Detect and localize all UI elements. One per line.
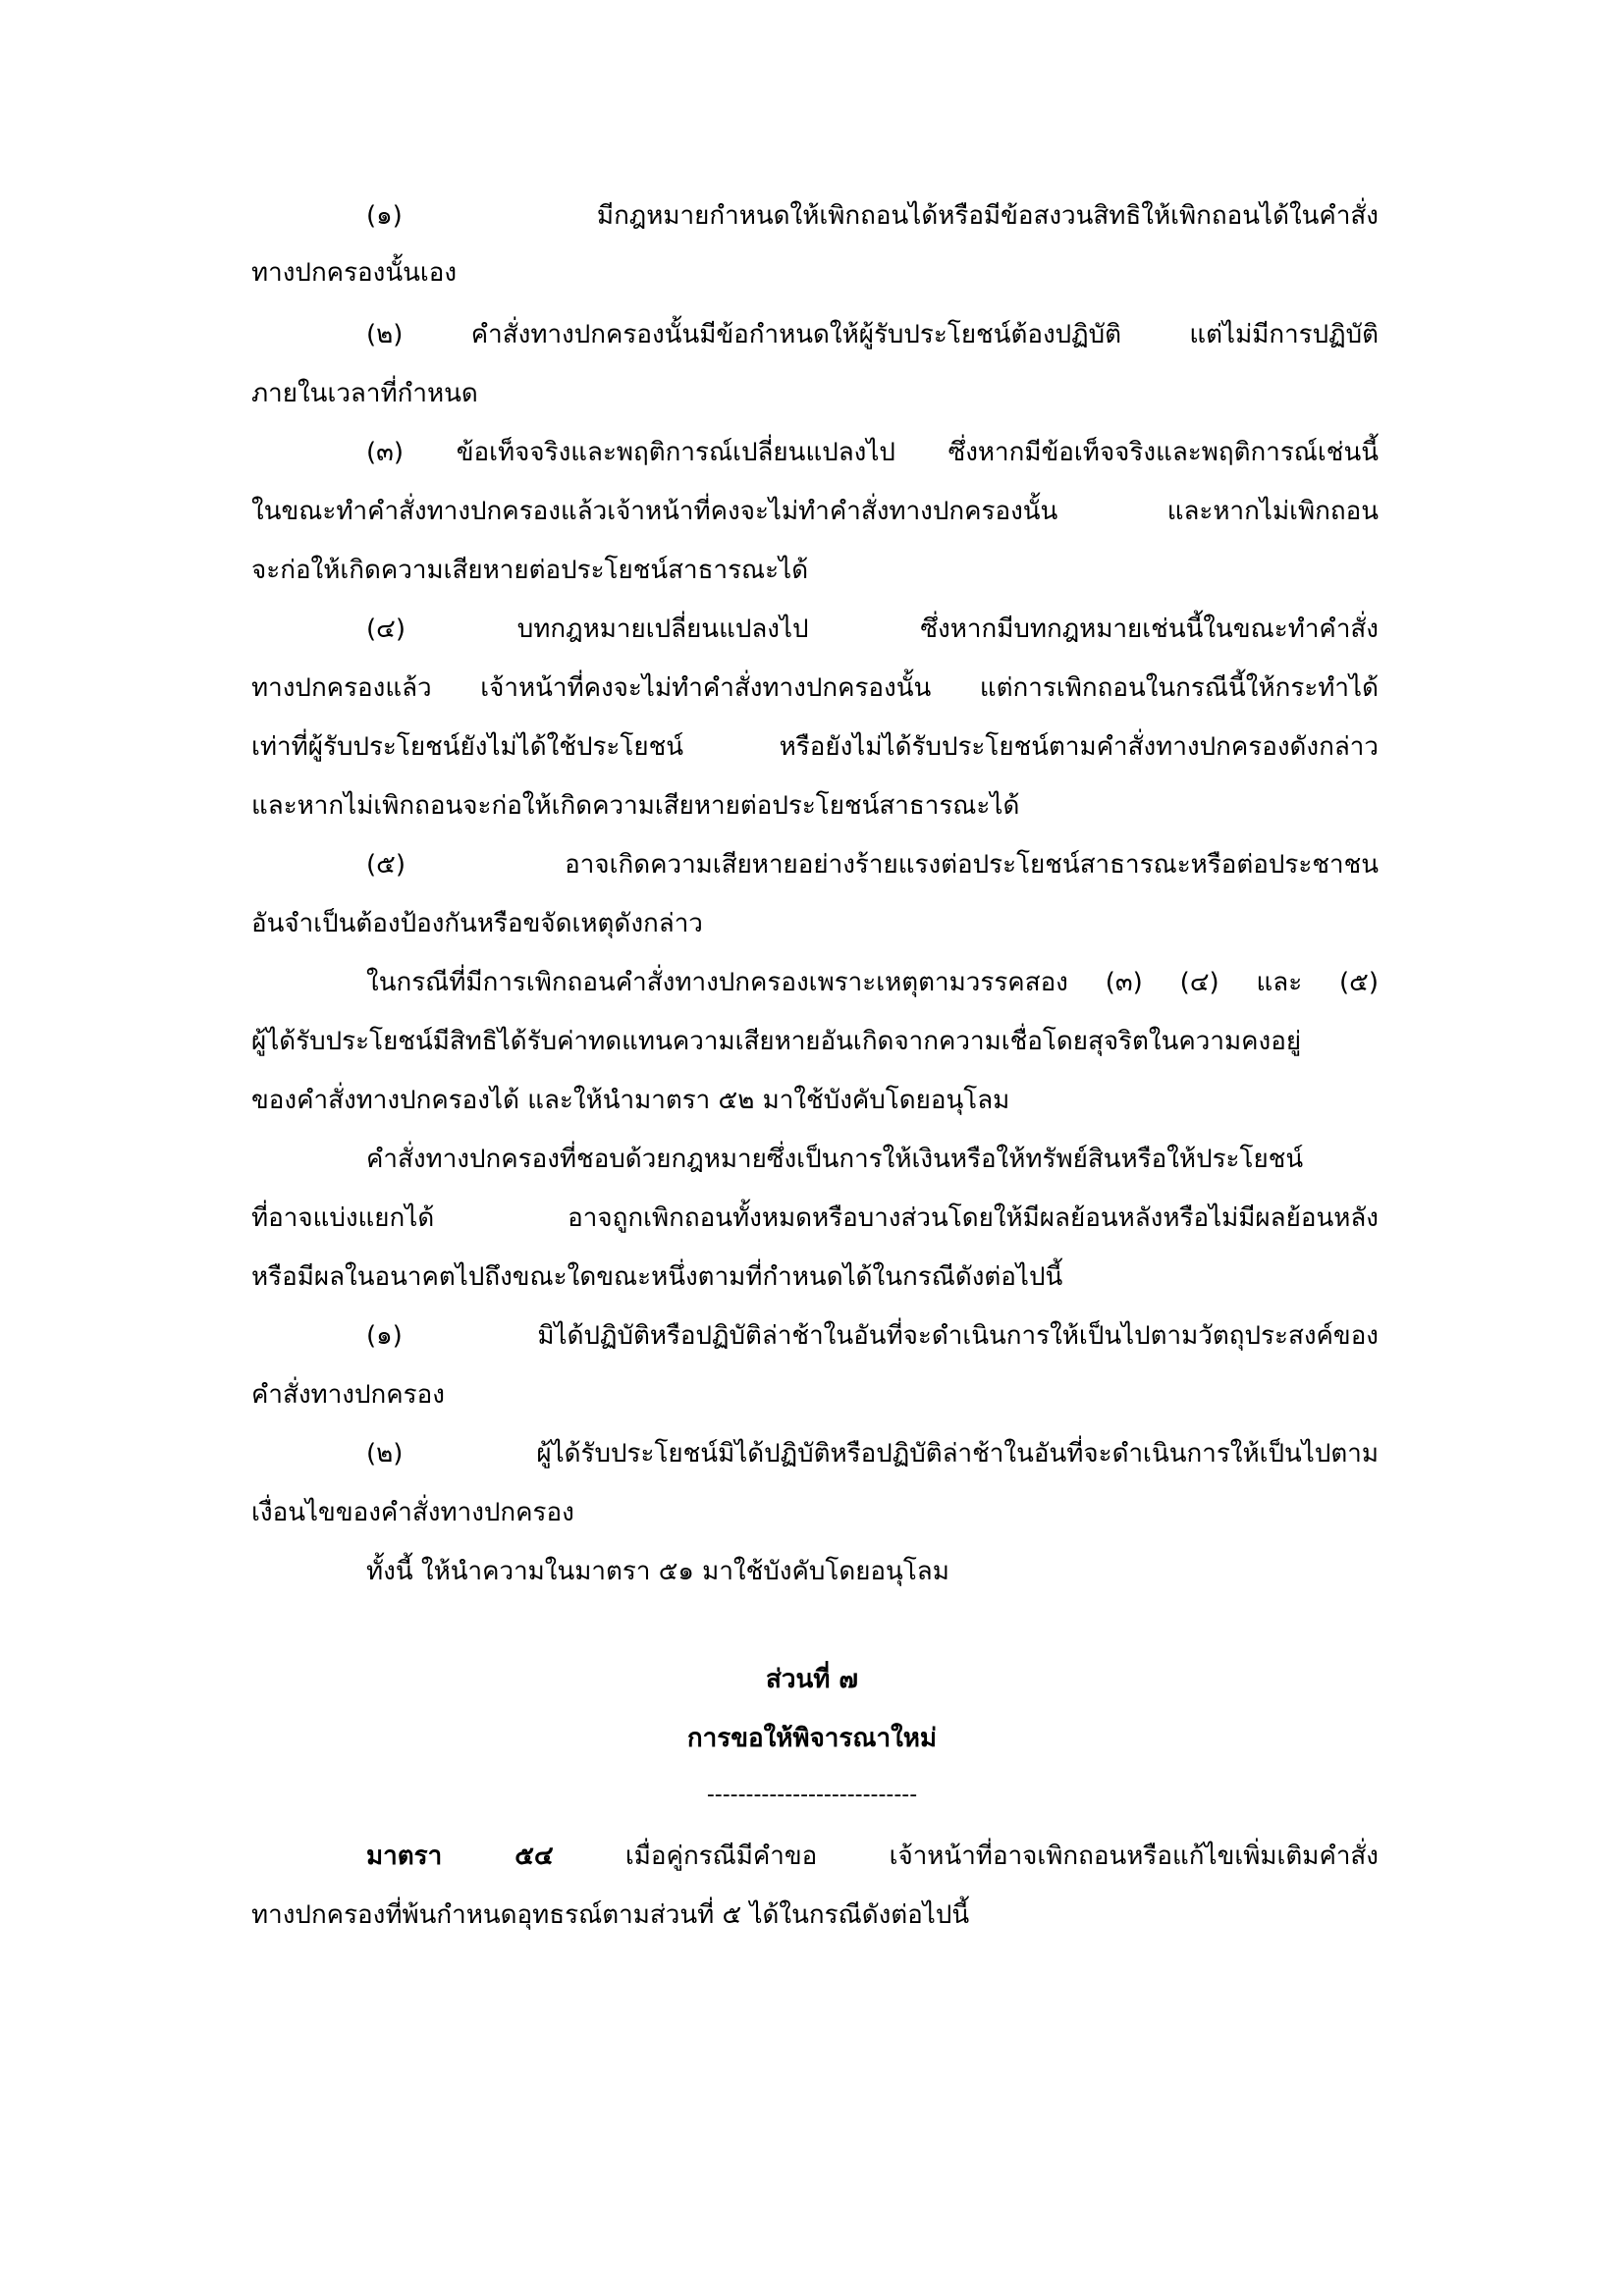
section-number: ส่วนที่ ๗ (766, 1665, 858, 1694)
paragraph-line: (๓) ข้อเท็จจริงและพฤติการณ์เปลี่ยนแปลงไป ซึ่งหากมีข้อเท็จจริงและพฤติการณ์เช่นนี้ (366, 438, 1379, 467)
section-title: การขอให้พิจารณาใหม่ (686, 1724, 938, 1753)
paragraph-line: ทางปกครองนั้นเอง (251, 258, 458, 288)
paragraph-line: (๒) คำสั่งทางปกครองนั้นมีข้อกำหนดให้ผู้รับประโยชน์ต้องปฏิบัติ แต่ไม่มีการปฏิบัติ (366, 320, 1379, 349)
article-first-line (366, 1843, 1379, 1869)
paragraph-line: ที่อาจแบ่งแยกได้ อาจถูกเพิกถอนทั้งหมดหรือบางส่วนโดยให้มีผลย้อนหลังหรือไม่มีผลย้อนหลัง (251, 1203, 1379, 1233)
paragraph-line: ในขณะทำคำสั่งทางปกครองแล้วเจ้าหน้าที่คงจะไม่ทำคำสั่งทางปกครองนั้น และหากไม่เพิกถอน (251, 497, 1379, 526)
section-divider: --------------------------- (706, 1783, 918, 1807)
paragraph-line: คำสั่งทางปกครอง (251, 1380, 445, 1410)
paragraph-line: (๒) ผู้ได้รับประโยชน์มิได้ปฏิบัติหรือปฏิบัติล่าช้าในอันที่จะดำเนินการให้เป็นไปตาม (366, 1439, 1379, 1468)
paragraph-line: (๕) อาจเกิดความเสียหายอย่างร้ายแรงต่อประโยชน์สาธารณะหรือต่อประชาชน (366, 850, 1379, 880)
paragraph-line: ทางปกครองแล้ว เจ้าหน้าที่คงจะไม่ทำคำสั่งทางปกครองนั้น แต่การเพิกถอนในกรณีนี้ให้กระทำได้ (251, 673, 1379, 703)
paragraph-line: จะก่อให้เกิดความเสียหายต่อประโยชน์สาธารณะได้ (251, 556, 809, 585)
paragraph-line: ในกรณีที่มีการเพิกถอนคำสั่งทางปกครองเพราะเหตุตามวรรคสอง (๓) (๔) และ (๕) (366, 968, 1379, 997)
article-label: มาตรา ๕๔ (366, 1842, 554, 1871)
paragraph-line: (๔) บทกฎหมายเปลี่ยนแปลงไป ซึ่งหากมีบทกฎหมายเช่นนี้ในขณะทำคำสั่ง (366, 614, 1379, 644)
paragraph-line: (๑) มีกฎหมายกำหนดให้เพิกถอนได้หรือมีข้อสงวนสิทธิให้เพิกถอนได้ในคำสั่ง (366, 201, 1379, 231)
paragraph-line: หรือมีผลในอนาคตไปถึงขณะใดขณะหนึ่งตามที่กำหนดได้ในกรณีดังต่อไปนี้ (251, 1262, 1063, 1292)
article-text: เมื่อคู่กรณีมีคำขอ เจ้าหน้าที่อาจเพิกถอนหรือแก้ไขเพิ่มเติมคำสั่ง (553, 1842, 1379, 1871)
paragraph-line: คำสั่งทางปกครองที่ชอบด้วยกฎหมายซึ่งเป็นการให้เงินหรือให้ทรัพย์สินหรือให้ประโยชน์ (366, 1145, 1304, 1174)
paragraph-line: ทั้งนี้ ให้นำความในมาตรา ๕๑ มาใช้บังคับโดยอนุโลม (366, 1557, 949, 1586)
paragraph-line: ผู้ได้รับประโยชน์มีสิทธิได้รับค่าทดแทนความเสียหายอันเกิดจากความเชื่อโดยสุจริตในความคงอยู่ (251, 1027, 1302, 1056)
paragraph-line: ภายในเวลาที่กำหนด (251, 379, 478, 408)
paragraph-line: (๑) มิได้ปฏิบัติหรือปฏิบัติล่าช้าในอันที่จะดำเนินการให้เป็นไปตามวัตถุประสงค์ของ (366, 1321, 1379, 1351)
paragraph-line: เท่าที่ผู้รับประโยชน์ยังไม่ได้ใช้ประโยชน์ หรือยังไม่ได้รับประโยชน์ตามคำสั่งทางปกครองดังกล่าว (251, 732, 1379, 762)
paragraph-line: และหากไม่เพิกถอนจะก่อให้เกิดความเสียหายต่อประโยชน์สาธารณะได้ (251, 791, 1020, 821)
paragraph-line: ของคำสั่งทางปกครองได้ และให้นำมาตรา ๕๒ มาใช้บังคับโดยอนุโลม (251, 1086, 1010, 1115)
paragraph-line: อันจำเป็นต้องป้องกันหรือขจัดเหตุดังกล่าว (251, 909, 703, 938)
paragraph-line: เงื่อนไขของคำสั่งทางปกครอง (251, 1498, 574, 1527)
article-second-line: ทางปกครองที่พ้นกำหนดอุทธรณ์ตามส่วนที่ ๕ ได้ในกรณีดังต่อไปนี้ (251, 1900, 970, 1930)
